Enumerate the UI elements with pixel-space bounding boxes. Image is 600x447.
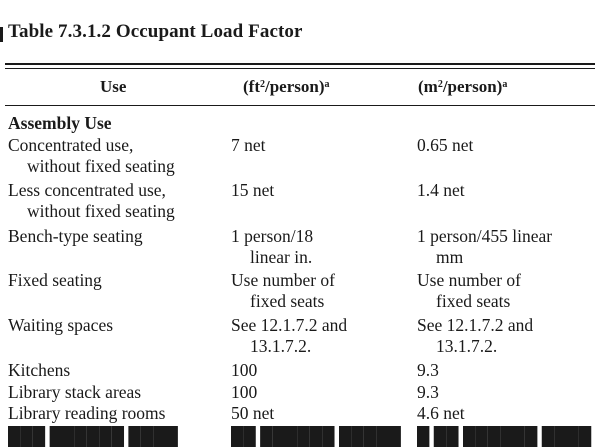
use-cell: Library reading rooms [8, 403, 166, 423]
header-ft-per-person: $(ft^2/person)^a$ [243, 77, 330, 96]
ft-value-cell: 100 [231, 382, 258, 402]
m-value-cell: 4.6 net [417, 403, 465, 423]
use-cell: Fixed seating [8, 270, 102, 290]
cut-off-next-row: ███ ██████ ████ ██ ██████ █████ █ ██ ██████ ████ [8, 426, 592, 446]
top-rule-upper [5, 63, 595, 65]
m-value-cell: 1 person/455 linear mm [417, 226, 553, 267]
m-value-cell: 1.4 net [417, 180, 465, 200]
header-rule [5, 105, 595, 106]
title-marker [0, 27, 3, 42]
ft-value-cell: See 12.1.7.2 and 13.1.7.2. [231, 315, 348, 356]
use-cell: Waiting spaces [8, 315, 114, 335]
use-cell: Bench-type seating [8, 226, 143, 246]
m-value-cell: 9.3 [417, 360, 439, 380]
ft-value-cell: 15 net [231, 180, 275, 200]
ft-value-cell: 100 [231, 360, 258, 380]
top-rule-lower [5, 68, 595, 69]
m-value-cell: See 12.1.7.2 and 13.1.7.2. [417, 315, 534, 356]
m-value-cell: 9.3 [417, 382, 439, 402]
ft-value-cell: 50 net [231, 403, 275, 423]
m-value-cell: Use number of fixed seats [417, 270, 522, 311]
section-heading: Assembly Use [8, 113, 112, 133]
use-cell: Less concentrated use, without fixed seating [8, 180, 175, 221]
m-value-cell: 0.65 net [417, 135, 474, 155]
use-cell: Kitchens [8, 360, 71, 380]
use-cell: Concentrated use, without fixed seating [8, 135, 175, 176]
table-title: Table 7.3.1.2 Occupant Load Factor [8, 21, 303, 42]
ft-value-cell: Use number of fixed seats [231, 270, 336, 311]
ft-value-cell: 7 net [231, 135, 266, 155]
header-m-per-person: $(m^2/person)^a$ [418, 77, 508, 96]
header-use: Use [100, 77, 127, 96]
use-cell: Library stack areas [8, 382, 142, 402]
ft-value-cell: 1 person/18 linear in. [231, 226, 314, 267]
